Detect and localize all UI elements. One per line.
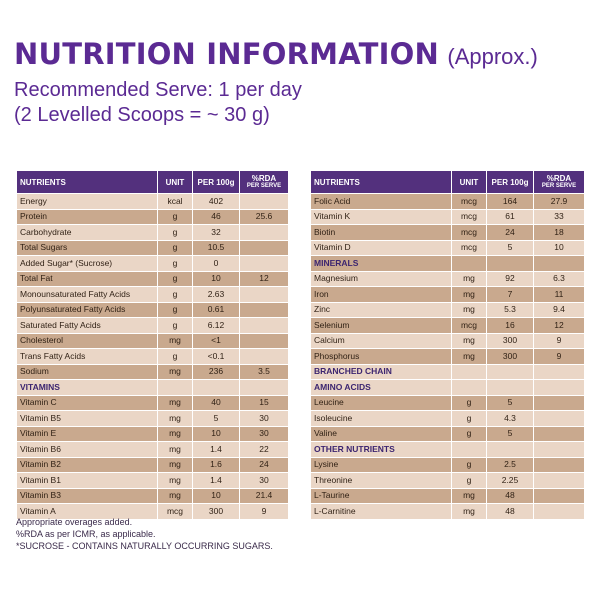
nutrient-per100: 6.12 xyxy=(193,318,240,334)
nutrient-unit: g xyxy=(452,411,487,427)
nutrient-name: Vitamin B3 xyxy=(17,488,158,504)
nutrient-unit: g xyxy=(158,302,193,318)
nutrient-name: Biotin xyxy=(311,225,452,241)
nutrient-unit xyxy=(158,380,193,396)
nutrient-unit: g xyxy=(158,209,193,225)
nutrient-per100: 10 xyxy=(193,488,240,504)
nutrient-name: Total Sugars xyxy=(17,240,158,256)
nutrient-rda: 30 xyxy=(240,473,289,489)
nutrient-unit: mcg xyxy=(452,225,487,241)
nutrient-per100: 40 xyxy=(193,395,240,411)
nutrient-unit: mg xyxy=(158,426,193,442)
nutrient-name: Vitamin E xyxy=(17,426,158,442)
nutrient-name: Saturated Fatty Acids xyxy=(17,318,158,334)
nutrient-unit: mg xyxy=(158,333,193,349)
serve-line-1: Recommended Serve: 1 per day xyxy=(14,79,302,101)
nutrient-per100: 300 xyxy=(487,349,534,365)
section-title: VITAMINS xyxy=(17,380,158,396)
nutrient-name: Added Sugar* (Sucrose) xyxy=(17,256,158,272)
nutrient-per100: 4.3 xyxy=(487,411,534,427)
nutrient-rda xyxy=(240,256,289,272)
table-row xyxy=(17,411,289,427)
nutrient-per100: 5 xyxy=(487,426,534,442)
nutrient-per100: 164 xyxy=(487,194,534,210)
nutrient-rda xyxy=(240,240,289,256)
table-row xyxy=(17,256,289,272)
table-row xyxy=(17,364,289,380)
nutrient-rda xyxy=(240,194,289,210)
nutrient-name: Lysine xyxy=(311,457,452,473)
nutrient-unit: g xyxy=(452,426,487,442)
nutrient-per100 xyxy=(487,256,534,272)
nutrient-name: Threonine xyxy=(311,473,452,489)
nutrient-unit: mg xyxy=(452,333,487,349)
nutrient-name: Vitamin A xyxy=(17,504,158,520)
nutrient-rda: 30 xyxy=(240,426,289,442)
nutrient-unit: g xyxy=(452,395,487,411)
nutrient-rda xyxy=(534,488,585,504)
nutrient-per100: 2.63 xyxy=(193,287,240,303)
nutrient-name: Energy xyxy=(17,194,158,210)
table-row xyxy=(17,240,289,256)
nutrient-rda: 9.4 xyxy=(534,302,585,318)
nutrient-per100 xyxy=(487,364,534,380)
nutrient-per100 xyxy=(487,442,534,458)
serve-line-2: (2 Levelled Scoops = ~ 30 g) xyxy=(14,104,270,126)
nutrient-rda: 12 xyxy=(534,318,585,334)
nutrient-per100: 300 xyxy=(193,504,240,520)
section-title: AMINO ACIDS xyxy=(311,380,452,396)
nutrient-rda xyxy=(534,411,585,427)
col-nutrients: NUTRIENTS xyxy=(311,171,452,194)
nutrient-name: L-Carnitine xyxy=(311,504,452,520)
table-row xyxy=(311,209,585,225)
nutrient-name: Vitamin B5 xyxy=(17,411,158,427)
nutrient-rda xyxy=(534,426,585,442)
table-row xyxy=(17,271,289,287)
nutrient-rda xyxy=(240,380,289,396)
nutrient-name: Leucine xyxy=(311,395,452,411)
nutrient-rda: 21.4 xyxy=(240,488,289,504)
nutrient-per100: 1.6 xyxy=(193,457,240,473)
table-row xyxy=(17,349,289,365)
nutrient-name: Vitamin C xyxy=(17,395,158,411)
nutrient-rda xyxy=(534,504,585,520)
nutrient-per100: 48 xyxy=(487,488,534,504)
nutrient-name: Iron xyxy=(311,287,452,303)
nutrient-unit: mcg xyxy=(452,240,487,256)
footnote: Appropriate overages added. xyxy=(16,517,133,527)
nutrient-unit: mg xyxy=(452,488,487,504)
nutrient-unit: g xyxy=(158,287,193,303)
table-row xyxy=(17,287,289,303)
nutrient-per100: 300 xyxy=(487,333,534,349)
col-rda-sublabel: PER SERVE xyxy=(541,183,577,189)
nutrient-per100: 5 xyxy=(487,395,534,411)
nutrient-unit: g xyxy=(158,271,193,287)
nutrient-rda: 18 xyxy=(534,225,585,241)
nutrient-name: Total Fat xyxy=(17,271,158,287)
table-row xyxy=(17,302,289,318)
nutrient-unit xyxy=(452,442,487,458)
nutrient-unit: g xyxy=(158,318,193,334)
nutrient-per100: 46 xyxy=(193,209,240,225)
nutrient-rda xyxy=(534,473,585,489)
nutrient-unit: mg xyxy=(158,457,193,473)
nutrient-name: Sodium xyxy=(17,364,158,380)
nutrient-unit: mg xyxy=(158,488,193,504)
nutrient-rda xyxy=(534,442,585,458)
nutrient-unit: mg xyxy=(158,364,193,380)
table-row xyxy=(311,287,585,303)
nutrient-rda xyxy=(240,349,289,365)
nutrient-rda xyxy=(240,333,289,349)
nutrient-name: Calcium xyxy=(311,333,452,349)
nutrient-rda xyxy=(534,457,585,473)
nutrient-per100: 10 xyxy=(193,426,240,442)
table-row xyxy=(311,225,585,241)
nutrient-unit: mcg xyxy=(158,504,193,520)
nutrient-rda: 11 xyxy=(534,287,585,303)
nutrition-table-left xyxy=(16,170,289,520)
nutrient-per100: 5 xyxy=(487,240,534,256)
nutrient-name: Magnesium xyxy=(311,271,452,287)
nutrient-name: Monounsaturated Fatty Acids xyxy=(17,287,158,303)
nutrient-name: Trans Fatty Acids xyxy=(17,349,158,365)
table-row xyxy=(311,194,585,210)
table-row xyxy=(17,318,289,334)
nutrient-rda: 10 xyxy=(534,240,585,256)
table-row xyxy=(311,488,585,504)
nutrient-rda xyxy=(240,287,289,303)
table-row xyxy=(17,225,289,241)
nutrient-unit: mg xyxy=(158,473,193,489)
table-row xyxy=(311,302,585,318)
section-title: OTHER NUTRIENTS xyxy=(311,442,452,458)
nutrient-unit xyxy=(452,380,487,396)
nutrient-name: Polyunsaturated Fatty Acids xyxy=(17,302,158,318)
nutrient-per100: 1.4 xyxy=(193,442,240,458)
nutrient-per100: <1 xyxy=(193,333,240,349)
col-per100: PER 100g xyxy=(487,171,534,194)
nutrition-table-right xyxy=(310,170,585,520)
nutrient-per100: 48 xyxy=(487,504,534,520)
nutrient-rda xyxy=(240,302,289,318)
nutrient-per100: 7 xyxy=(487,287,534,303)
nutrient-rda: 30 xyxy=(240,411,289,427)
nutrient-unit: mcg xyxy=(452,194,487,210)
table-row xyxy=(17,457,289,473)
title-line xyxy=(14,37,594,71)
nutrient-unit: mg xyxy=(452,271,487,287)
nutrient-rda: 12 xyxy=(240,271,289,287)
nutrient-per100: 5 xyxy=(193,411,240,427)
nutrient-unit xyxy=(452,364,487,380)
nutrient-unit: mg xyxy=(452,287,487,303)
nutrient-unit: g xyxy=(452,473,487,489)
nutrient-per100: 0.61 xyxy=(193,302,240,318)
section-row xyxy=(17,380,289,396)
nutrient-rda xyxy=(534,364,585,380)
table-row xyxy=(17,395,289,411)
nutrient-per100: 5.3 xyxy=(487,302,534,318)
table-row xyxy=(17,473,289,489)
section-title: MINERALS xyxy=(311,256,452,272)
table-row xyxy=(311,318,585,334)
col-rda-label: %RDA xyxy=(546,174,572,183)
nutrient-rda: 24 xyxy=(240,457,289,473)
nutrient-name: Vitamin B1 xyxy=(17,473,158,489)
col-rda xyxy=(240,171,289,194)
nutrient-per100 xyxy=(487,380,534,396)
section-row xyxy=(311,380,585,396)
nutrient-rda: 6.3 xyxy=(534,271,585,287)
nutrient-name: Cholesterol xyxy=(17,333,158,349)
nutrient-name: L-Taurine xyxy=(311,488,452,504)
nutrient-unit xyxy=(452,256,487,272)
nutrient-name: Valine xyxy=(311,426,452,442)
nutrient-per100: 236 xyxy=(193,364,240,380)
nutrient-per100: 10.5 xyxy=(193,240,240,256)
col-nutrients: NUTRIENTS xyxy=(17,171,158,194)
col-unit: UNIT xyxy=(158,171,193,194)
serve-info xyxy=(14,78,594,128)
nutrient-rda xyxy=(240,225,289,241)
footnote: *SUCROSE - CONTAINS NATURALLY OCCURRING SUGARS. xyxy=(16,541,273,551)
table-row xyxy=(311,333,585,349)
table-row xyxy=(311,473,585,489)
nutrient-unit: mcg xyxy=(452,209,487,225)
nutrient-per100: 1.4 xyxy=(193,473,240,489)
nutrient-rda: 9 xyxy=(534,349,585,365)
table-row xyxy=(17,209,289,225)
nutrient-rda: 33 xyxy=(534,209,585,225)
nutrient-name: Phosphorus xyxy=(311,349,452,365)
table-row xyxy=(311,395,585,411)
nutrient-unit: mg xyxy=(452,504,487,520)
col-rda-label: %RDA xyxy=(251,174,277,183)
nutrient-rda xyxy=(240,318,289,334)
nutrient-unit: mg xyxy=(158,395,193,411)
col-per100: PER 100g xyxy=(193,171,240,194)
nutrient-rda xyxy=(534,395,585,411)
nutrient-per100: 61 xyxy=(487,209,534,225)
table-row xyxy=(311,426,585,442)
nutrient-rda: 3.5 xyxy=(240,364,289,380)
nutrient-per100: 92 xyxy=(487,271,534,287)
nutrient-name: Carbohydrate xyxy=(17,225,158,241)
table-row xyxy=(311,349,585,365)
table-row xyxy=(17,194,289,210)
nutrient-name: Isoleucine xyxy=(311,411,452,427)
table-header-row xyxy=(17,171,289,194)
table-row xyxy=(17,333,289,349)
nutrient-per100: 2.5 xyxy=(487,457,534,473)
nutrient-unit: mg xyxy=(452,349,487,365)
nutrient-unit: g xyxy=(158,225,193,241)
nutrient-per100: 32 xyxy=(193,225,240,241)
section-row xyxy=(311,442,585,458)
nutrient-per100: 0 xyxy=(193,256,240,272)
table-row xyxy=(17,426,289,442)
nutrient-per100: 2.25 xyxy=(487,473,534,489)
nutrient-per100 xyxy=(193,380,240,396)
table-row xyxy=(311,271,585,287)
table-row xyxy=(311,504,585,520)
col-rda xyxy=(534,171,585,194)
nutrient-per100: 10 xyxy=(193,271,240,287)
nutrient-per100: <0.1 xyxy=(193,349,240,365)
table-row xyxy=(311,240,585,256)
nutrient-unit: g xyxy=(452,457,487,473)
section-row xyxy=(311,256,585,272)
nutrient-rda: 15 xyxy=(240,395,289,411)
section-row xyxy=(311,364,585,380)
page-title: NUTRITION INFORMATION xyxy=(14,37,439,71)
nutrient-name: Folic Acid xyxy=(311,194,452,210)
nutrient-name: Zinc xyxy=(311,302,452,318)
nutrient-name: Vitamin K xyxy=(311,209,452,225)
col-unit: UNIT xyxy=(452,171,487,194)
nutrient-unit: g xyxy=(158,240,193,256)
table-row xyxy=(311,457,585,473)
nutrient-rda: 27.9 xyxy=(534,194,585,210)
nutrient-rda: 25.6 xyxy=(240,209,289,225)
nutrient-unit: g xyxy=(158,349,193,365)
nutrient-per100: 24 xyxy=(487,225,534,241)
nutrient-rda xyxy=(534,380,585,396)
nutrient-rda: 9 xyxy=(240,504,289,520)
nutrient-rda: 22 xyxy=(240,442,289,458)
nutrient-unit: g xyxy=(158,256,193,272)
nutrition-header xyxy=(14,37,594,128)
table-row xyxy=(17,442,289,458)
table-header-row xyxy=(311,171,585,194)
table-row xyxy=(311,411,585,427)
footnotes xyxy=(16,516,273,552)
nutrient-name: Vitamin B2 xyxy=(17,457,158,473)
nutrient-rda: 9 xyxy=(534,333,585,349)
nutrient-name: Selenium xyxy=(311,318,452,334)
nutrient-name: Vitamin D xyxy=(311,240,452,256)
col-rda-sublabel: PER SERVE xyxy=(246,183,282,189)
section-title: BRANCHED CHAIN xyxy=(311,364,452,380)
nutrient-unit: kcal xyxy=(158,194,193,210)
approx-label: (Approx.) xyxy=(447,44,538,69)
nutrient-unit: mg xyxy=(158,442,193,458)
nutrient-per100: 16 xyxy=(487,318,534,334)
nutrient-unit: mg xyxy=(452,302,487,318)
nutrient-rda xyxy=(534,256,585,272)
nutrient-name: Protein xyxy=(17,209,158,225)
nutrient-per100: 402 xyxy=(193,194,240,210)
nutrient-name: Vitamin B6 xyxy=(17,442,158,458)
nutrient-unit: mg xyxy=(158,411,193,427)
table-row xyxy=(17,488,289,504)
nutrient-unit: mcg xyxy=(452,318,487,334)
footnote: %RDA as per ICMR, as applicable. xyxy=(16,529,156,539)
